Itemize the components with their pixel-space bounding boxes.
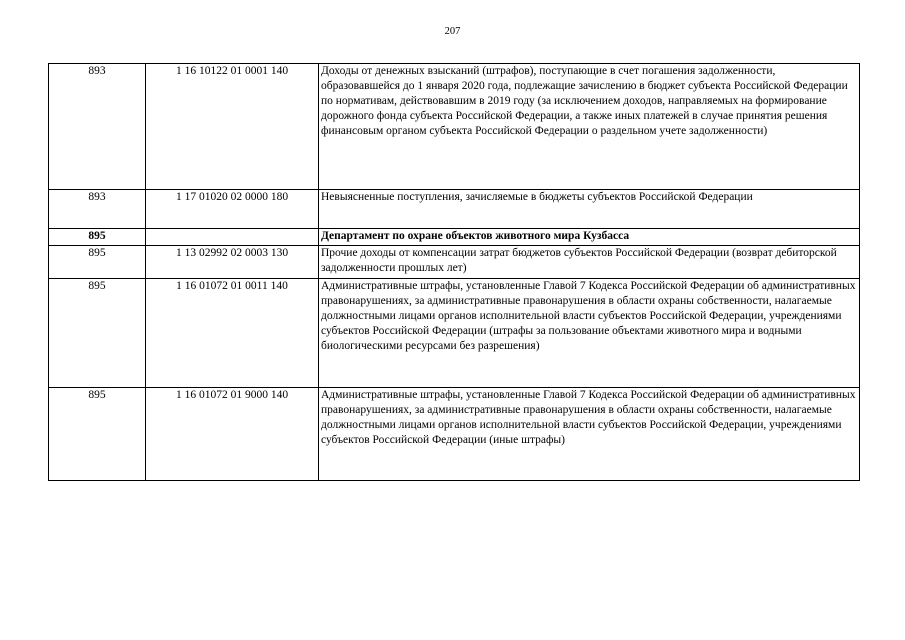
table-row (49, 279, 860, 388)
admin-code-cell: 893 (49, 64, 146, 190)
admin-code-cell: 895 (49, 388, 146, 481)
department-header-row (49, 229, 860, 246)
revenue-code-cell (146, 229, 319, 246)
revenue-name-cell: Невыясненные поступления, зачисляемые в бюджеты субъектов Российской Федерации (319, 190, 860, 229)
admin-code-cell: 895 (49, 229, 146, 246)
page-number: 207 (444, 26, 461, 37)
revenue-code-cell: 1 16 10122 01 0001 140 (146, 64, 319, 190)
revenue-code-cell: 1 16 01072 01 9000 140 (146, 388, 319, 481)
revenue-code-cell: 1 16 01072 01 0011 140 (146, 279, 319, 388)
table-row (49, 246, 860, 279)
revenue-code-cell: 1 17 01020 02 0000 180 (146, 190, 319, 229)
department-name-cell: Департамент по охране объектов животного мира Кузбасса (319, 229, 860, 246)
admin-code-cell: 895 (49, 279, 146, 388)
revenue-name-cell: Административные штрафы, установленные Главой 7 Кодекса Российской Федерации об административных правонарушениях, за административные правонарушения в области охраны собственности, налагаемые должностными лицами органов исполнительной власти субъектов Российской Федерации, учреждениями субъектов Российской Федерации (штрафы за пользование объектами животного мира и водными биологическими ресурсами без разрешения) (319, 279, 860, 388)
table-row (49, 388, 860, 481)
revenue-code-cell: 1 13 02992 02 0003 130 (146, 246, 319, 279)
table-row (49, 190, 860, 229)
revenue-name-cell: Прочие доходы от компенсации затрат бюджетов субъектов Российской Федерации (возврат дебиторской задолженности прошлых лет) (319, 246, 860, 279)
admin-code-cell: 893 (49, 190, 146, 229)
table-row (49, 64, 860, 190)
revenue-name-cell: Административные штрафы, установленные Главой 7 Кодекса Российской Федерации об административных правонарушениях, за административные правонарушения в области охраны собственности, налагаемые должностными лицами органов исполнительной власти субъектов Российской Федерации, учреждениями субъектов Российской Федерации (иные штрафы) (319, 388, 860, 481)
admin-code-cell: 895 (49, 246, 146, 279)
budget-classification-table (48, 63, 860, 481)
revenue-name-cell: Доходы от денежных взысканий (штрафов), поступающие в счет погашения задолженности, образовавшейся до 1 января 2020 года, подлежащие зачислению в бюджет субъекта Российской Федерации по нормативам, действовавшим в 2019 году (за исключением доходов, направляемых на формирование дорожного фонда субъекта Российской Федерации, а также иных платежей в случае принятия решения финансовым органом субъекта Российской Федерации о раздельном учете задолженности) (319, 64, 860, 190)
